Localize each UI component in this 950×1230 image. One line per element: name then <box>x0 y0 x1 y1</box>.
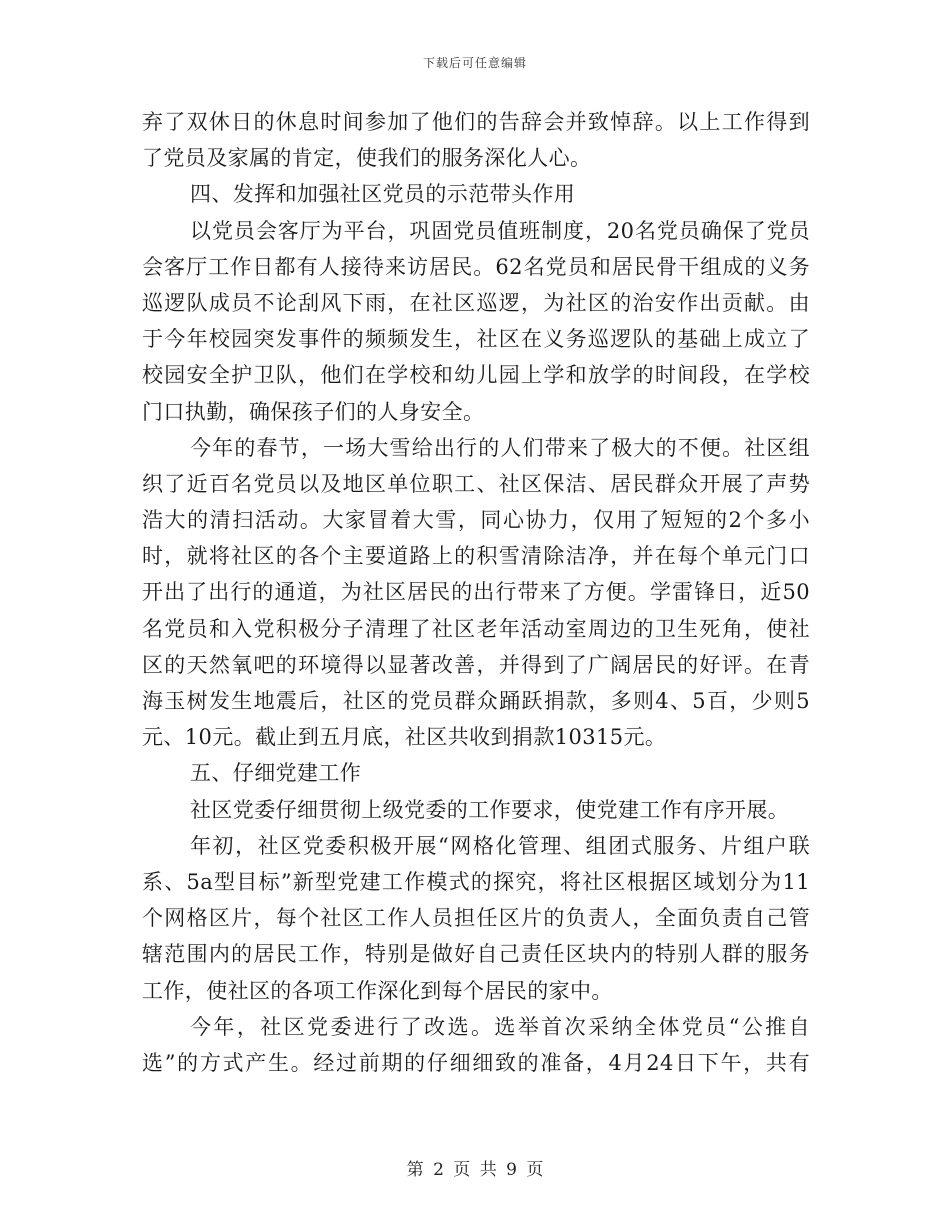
text-line: 于今年校园突发事件的频频发生，社区在义务巡逻队的基础上成立了 <box>142 327 810 352</box>
text-line: 系、5a型目标”新型党建工作模式的探究，将社区根据区域划分为11 <box>142 869 810 894</box>
text-line: 今年的春节，一场大雪给出行的人们带来了极大的不便。社区组 <box>190 435 810 460</box>
page-footer: 第 2 页 共 9 页 <box>406 1160 544 1180</box>
text-line: 元、10元。截止到五月底，社区共收到捐款10315元。 <box>142 725 667 750</box>
text-line: 会客厅工作日都有人接待来访居民。62名党员和居民骨干组成的义务 <box>142 254 810 279</box>
text-line: 弃了双休日的休息时间参加了他们的告辞会并致悼辞。以上工作得到 <box>142 110 810 134</box>
text-line: 今年，社区党委进行了改选。选举首次采纳全体党员“公推自 <box>190 1014 810 1039</box>
text-line: 五、仔细党建工作 <box>190 761 362 786</box>
text-line: 时，就将社区的各个主要道路上的积雪清除洁净，并在每个单元门口 <box>142 544 810 569</box>
text-line: 选”的方式产生。经过前期的仔细细致的准备，4月24日下午，共有 <box>142 1050 810 1075</box>
text-line: 门口执勤，确保孩子们的人身安全。 <box>142 399 485 424</box>
document-body <box>142 104 810 1081</box>
page-header: 下载后可任意编辑 <box>422 56 527 70</box>
text-line: 校园安全护卫队，他们在学校和幼儿园上学和放学的时间段，在学校 <box>142 363 810 388</box>
text-line: 以党员会客厅为平台，巩固党员值班制度，20名党员确保了党员 <box>190 218 810 243</box>
text-line: 辖范围内的居民工作，特别是做好自己责任区块内的特别人群的服务 <box>142 942 810 967</box>
text-line: 开出了出行的通道，为社区居民的出行带来了方便。学雷锋日，近50 <box>142 580 810 605</box>
text-line: 四、发挥和加强社区党员的示范带头作用 <box>190 182 576 207</box>
text-line: 社区党委仔细贯彻上级党委的工作要求，使党建工作有序开展。 <box>190 797 790 822</box>
text-line: 浩大的清扫活动。大家冒着大雪，同心协力，仅用了短短的2个多小 <box>142 508 810 533</box>
text-line: 个网格区片，每个社区工作人员担任区片的负责人，全面负责自己管 <box>142 906 810 931</box>
text-line: 名党员和入党积极分子清理了社区老年活动室周边的卫生死角，使社 <box>142 616 810 641</box>
text-line: 了党员及家属的肯定，使我们的服务深化人心。 <box>142 146 592 171</box>
text-line: 海玉树发生地震后，社区的党员群众踊跃捐款，多则4、5百，少则5 <box>142 689 810 713</box>
text-line: 工作，使社区的各项工作深化到每个居民的家中。 <box>142 978 613 1003</box>
text-line: 织了近百名党员以及地区单位职工、社区保洁、居民群众开展了声势 <box>142 471 810 496</box>
text-line: 区的天然氧吧的环境得以显著改善，并得到了广阔居民的好评。在青 <box>142 652 810 677</box>
text-line: 年初，社区党委积极开展“网格化管理、组团式服务、片组户联 <box>190 833 810 858</box>
text-line: 巡逻队成员不论刮风下雨，在社区巡逻，为社区的治安作出贡献。由 <box>142 290 810 315</box>
